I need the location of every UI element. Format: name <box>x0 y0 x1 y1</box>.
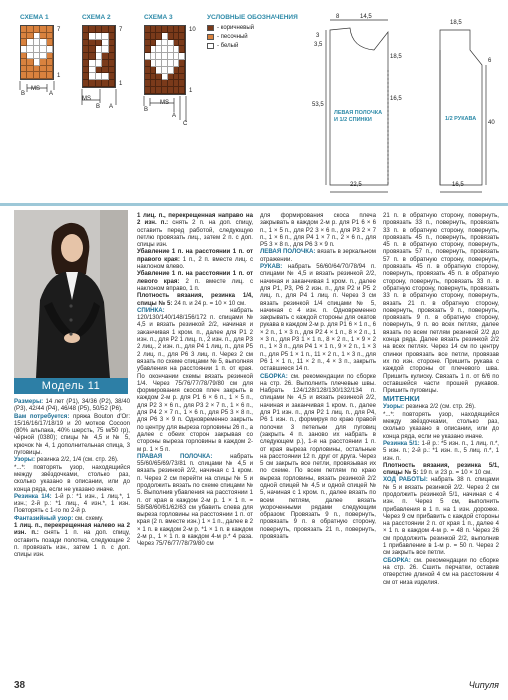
scheme-1-ms: MS <box>31 86 40 92</box>
dec-right-text: 1 п., 2 п. вместе лиц. с наклоном влево. <box>137 255 253 271</box>
materials-label: Вам потребуется: <box>14 412 70 420</box>
back-text: набрать 120/130/140/148/156/172 п. спицами № 4,5 и вязать резинкой 2/2, начиная и заканчивая 1 кром. п., далее для Р1 2 изн. п., для Р2 1 лиц. п., 2 изн. п., для Р3 2 лиц., 2 изн. п., для Р4 1 лиц. п., для Р5 2 лиц. п., для Р6 3 лиц. п. Через 2 см вязать по схеме спицами № 5, выполняя убавления на расстоянии 1 п. от края. По окончании схемы вязать резинкой 1/4. Через 75/76/77/78/79/80 см для формирования скосов плеч закрыть в каждом 2-м р. для Р1 6 × 6 п., 1 × 5 п., для Р2 3 × 6 п., для Р3 2 × 7 п., 1 × 6 п., для Р4 2 × 7 п., 1 × 6 п., для Р5 3 × 8 п., для Р6 3 × 9 п. Одновременно закрыть по центру для выреза горловины 26 п., а далее с обеих сторон закрывая со стороны выреза горловины в каждом 2-м р. 1 × 5 п. <box>137 306 253 453</box>
scheme-1-b: B <box>21 91 26 97</box>
shoulder-intro-text: для формирования скоса плеча закрывать в каждом 2-м р. для Р1 6 × 6 п., 1 × 5 п., для Р2 3 × 6 п., для Р3 2 × 7 п., 1 × 6 п., для Р4 1 × 7 п., 2 × 6 п., для Р5 3 × 8 п., для Р6 3 × 9 п. <box>260 212 376 249</box>
assembly-label: СБОРКА: <box>260 372 288 380</box>
mittens-title: МИТЕНКИ <box>383 394 420 404</box>
repeat-text: *...*: повторять узор, находящийся между звёздочками, столько раз, сколько указано в описании, или до конца ряда, если не указано иначе. <box>14 463 130 493</box>
page-number: 38 <box>14 680 26 691</box>
short-rows-text: 21 п. в обратную сторону, повернуть, провязать 33 п., повернуть, провязать 33 п. в обратную сторону, повернуть, провязать 45 п., повернуть, провязать 45 п. в обратную сторону, повернуть, провязать 57 п., повернуть, провязать 57 п. в обратную сторону, повернуть, провязать 45 п. в обратную сторону, повернуть, провязать 45 п. в обратную сторону, повернуть, провязать 33 п. в обратную сторону, повернуть, провязать 33 п. в обратную сторону, повернуть, вязать 21 п. в обратную сторону, повернуть, провязать 9 п., повернуть, провязать 9 п. в обратную сторону, повернуть, 9 п. во всех петлях, далее вязать по всем петлям резинкой 2/2 до конца ряда. Далее вязать резинкой 2/2 на всех петлях. Через 14 см по центру спинки провязать все петли, провязав их по изн. стороне. Пришить рукава с каждой стороны от плечевого шва. Пришить кулиску. Связать 1 п. от 6/6 по оставшейся части прошей рукавов. Пришить пуговицы. <box>383 212 499 395</box>
fancy-r1-label: 1 лиц. п., перекрещенная налево на 2 изн. п.: <box>14 522 130 537</box>
rib-text: 1-й р.: *1 изн., 1 лиц.*, 1 изн.; 2-й р.: *1 лиц., 4 изн.*, 1 изн. Повторять с 1-го по 2-й р. <box>14 492 130 515</box>
cross-right-label: 1 лиц. п., перекрещенная направо на 2 изн. п.: <box>137 212 253 227</box>
column-2 <box>137 212 253 548</box>
mittens-rib-text: 1-й р.: *5 изн. п., 1 лиц. п.*, 5 изн. п.; 2-й р.: *1 изн. п., 5 лиц. п.*, 1 изн. п. <box>383 439 500 462</box>
fancy-text: см. схему. <box>73 514 104 522</box>
scheme-2-title: СХЕМА 2 <box>82 14 111 21</box>
density-label: Плотность вязания, резинка 1/4, спицы № 5: <box>137 292 253 307</box>
mittens-rib-label: Резинка 5/1: <box>383 439 420 447</box>
dim-18-5: 18,5 <box>390 54 402 60</box>
scheme-3-row-bottom: 1 <box>189 88 193 94</box>
scheme-3-b: B <box>144 107 149 113</box>
legend-label-sand: - песочный <box>217 34 248 40</box>
front-label-2: И 1/2 СПИНКИ <box>334 117 372 123</box>
front-outline <box>330 28 388 185</box>
scheme-2-row-bottom: 1 <box>119 81 123 87</box>
mittens-density-text: 19 п. и 23 р. = 10 × 10 см. <box>418 469 492 477</box>
column-3 <box>260 212 376 540</box>
mittens-assembly-text: см. рекомендации по сборке на стр. 26. Сшить перчатки, оставив отверстие длиной 4 см на расстоянии 4 см от низа изделия. <box>383 556 499 586</box>
materials-text: пряжа Bouton d'Or: 15/16/16/17/18/19 и 20 мотков Cocoon (80% альпака, 40% шерсть, 75 м/50 гр), чёрной (0380); спицы № 4,5 и № 5, крючок № 4, 1 дополнительная спица, 3 пуговицы. <box>14 412 131 457</box>
left-front-text: вязать в зеркальном отражении. <box>260 248 376 263</box>
left-front-label: ЛЕВАЯ ПОЛОЧКА: <box>260 248 316 256</box>
mittens-patterns-text: резинка 2/2 (см. стр. 26). <box>404 403 476 411</box>
column-1 <box>14 398 130 559</box>
scheme-2-row-top: 7 <box>119 27 123 33</box>
sleeve-label: 1/2 РУКАВА <box>445 116 477 122</box>
dec-right-label: Убавление 1 п. на расстоянии 1 п. от правого края: <box>137 248 253 263</box>
legend-swatch-brown <box>207 25 214 31</box>
scheme-3-row-top: 10 <box>189 27 196 33</box>
dim-14-5: 14,5 <box>360 14 372 20</box>
sizes-label: Размеры: <box>14 398 44 405</box>
dim-8: 8 <box>336 14 340 20</box>
scheme-2-a: A <box>109 104 114 110</box>
legend-label-white: - белый <box>217 43 239 49</box>
scheme-1-row-bottom: 1 <box>57 73 61 79</box>
sleeve-label: РУКАВ: <box>260 263 283 271</box>
scheme-3-ms: MS <box>160 100 169 106</box>
model-label: Модель 11 <box>14 378 128 394</box>
mittens-patterns-label: Узоры: <box>383 403 405 411</box>
scheme-2-ms: MS <box>82 96 91 102</box>
dim-40: 40 <box>488 120 495 126</box>
mittens-work-text: набрать 38 п. спицами № 5 и вязать резинкой 2/2. Через 2 см продолжить резинкой 5/1, начиная с 4 изн. п. Через 5 см, выполнить прибавления в 1 п. на 1 изн. дорожке. Через 9 см прибавить с каждой стороны на расстоянии 2 п. от края 1 п., далее 4 × 1 п. в каждом 4-м р. = 48 п. Через 26 см продолжить резинкой 2/2, выполнив 1 прибавление в 1-м р. = 50 п. Через 2 см закрыть все петли. <box>383 476 500 557</box>
rib-label: Резинка 1/4: <box>14 492 52 500</box>
front-label-1: ЛЕВАЯ ПОЛОЧКА <box>334 110 383 116</box>
scheme-3-title: СХЕМА 3 <box>144 14 173 21</box>
scheme-1-row-top: 7 <box>57 27 61 33</box>
scheme-bracket-lines <box>0 0 210 130</box>
mittens-assembly-label: СБОРКА: <box>383 556 411 564</box>
sizes-text: 14 лет (P1), 34/36 (P2), 38/40 (P3), 42/44 (P4), 46/48 (P5), 50/52 (P6). <box>14 398 130 413</box>
back-label: СПИНКА: <box>137 306 165 314</box>
patterns-label: Узоры: <box>14 456 36 464</box>
pattern-diagram <box>290 10 505 200</box>
cross-right-text: снять 2 п. на доп. спицу, оставить перед работой, следующую петлю провязать лиц., затем 2 п. с доп. спицы изн. <box>137 219 254 249</box>
scheme-3-c: C <box>183 121 188 127</box>
legend-title: УСЛОВНЫЕ ОБОЗНАЧЕНИЯ <box>207 14 298 21</box>
dec-left-label: Убавление 1 п. на расстоянии 1 п. от левого края: <box>137 270 253 285</box>
dim-3-5: 3,5 <box>314 42 323 48</box>
section-divider <box>0 203 508 206</box>
dim-18-5b: 18,5 <box>450 20 462 26</box>
sleeve-outline <box>440 30 482 185</box>
patterns-text: резинка 2/2, 1/4 (см. стр. 26). <box>35 456 119 464</box>
mittens-work-label: ХОД РАБОТЫ: <box>383 476 428 484</box>
watermark: Чипуля <box>466 680 502 690</box>
scheme-2-b: B <box>96 104 101 110</box>
fancy-r1-text: снять 1 п. на доп. спицу, оставить позади полотна, следующие 2 п. провязать изн., затем 1 п. с доп. спицы изн. <box>14 529 131 559</box>
dim-6: 6 <box>488 58 492 64</box>
scheme-1-a: A <box>49 91 54 97</box>
dim-53-5: 53,5 <box>312 102 324 108</box>
model-photo <box>14 210 128 378</box>
legend-swatch-sand <box>207 34 214 40</box>
legend-item-sand <box>207 34 248 40</box>
legend-swatch-white <box>207 43 214 49</box>
sleeve-text: набрать 56/60/64/70/78/94 п. спицами № 4,5 и вязать резинкой 2/2, начиная и заканчивая 1 кром. п., далее для Р1, Р3, Р6 2 изн. п., для Р2 и Р5 2 лиц. п., для Р4 1 лиц. п. Через 3 см вязать резинкой 1/4 спицами № 5, начиная с 4 изн. п. Одновременно закрывать с каждой стороны для окатов рукава в каждом 2-м р. для Р1 6 × 1 п., 6 × 2 п., 1 × 3 п., для Р2 4 × 1 п., 8 × 2 п., 1 × 3 п., для Р3 1 × 1 п., 8 × 2 п., 1 × 9 × 2 п., 1 × 3 п., для Р4 1 × 1 п., 9 × 2 п., 1 × 3 п., для Р5 1 × 1 п., 11 × 2 п., 1 × 3 п., для Р6 1 × 1 п., 11 × 2 п., 4 × 3 п., закрыть оставшиеся 14 п. <box>260 263 376 373</box>
dim-16-5: 16,5 <box>390 96 402 102</box>
dec-left-text: 2 п. вместе лиц. с наклоном вправо, 1 п. <box>137 277 253 292</box>
mittens-density-label: Плотность вязания, резинка 5/1, спицы № 5: <box>383 461 499 477</box>
density-text: 24 п. и 24 р. = 10 × 10 см. <box>172 299 246 307</box>
legend-label-brown: - коричневый <box>217 25 255 31</box>
assembly-text: см. рекомендации по сборке на стр. 26. Выполнить плечевые швы. Набрать 124/128/128/130/132/134 п. спицами № 4,5 и вязать резинкой 2/2, начиная и заканчивая 1 кром. п., далее для Р1 изн. п., для Р2 1 лиц. п., для Р4, Р6 1 изн. п., формируя по краю правой полочки 3 петельки для пуговиц (закрыть 4 п. заново их набрать в следующем р.), 1-я на расстоянии 1 п. от края выреза горловины, остальные на расстоянии 12 п. друг от друга. Через 5 см закрыть все петли, провязывая их по схеме. По всем петлям по краю выреза горловины, вязать резинкой 2/2 одной спицей № 4,5 и одной спицей № 5, начиная с 1 кром. п., далее вязать по всем петлям, далее вязать укороченными рядами следующим образом: Провязать 9 п., повернуть, провязать 9 п. в обратную сторону, повернуть, провязать 21 п., повернуть, провязать <box>260 372 376 541</box>
legend-item-brown <box>207 25 254 31</box>
scheme-1-title: СХЕМА 1 <box>20 14 49 21</box>
column-4 <box>383 212 499 586</box>
scheme-3-a: A <box>172 113 177 119</box>
legend-item-white <box>207 43 238 49</box>
dim-22-5: 22,5 <box>350 182 362 188</box>
right-front-text: набрать 55/60/65/69/73/81 п. спицами № 4,5 и вязать резинкой 2/2, начиная с 1 кром. п. Через 2 см перейти на спицы № 5 и продолжить вязать по схеме спицами № 5. Выполнив убавления на расстоянии 1 п. от края в каждом 2-м р. 1 × 1 п. = 58/58/60/61/62/63 см убавить слева для выреза горловины на расстоянии 1 п. от края (2 п. вместе изн.) 1 × 1 п., далее в 2 × 1 п. в каждом 2-м р. *1 × 1 п. в каждом 2-м р., 1 × 1 п. в каждом 4-м р.* 4 раза. Через 75/76/77/78/79/80 см <box>137 452 253 548</box>
dim-3: 3 <box>316 33 320 39</box>
mittens-repeat-text: *...*: повторять узор, находящийся между звёздочками, столько раз, сколько указано в описании, или до конца ряда, если не указано иначе. <box>383 410 499 440</box>
dim-16-5b: 16,5 <box>452 182 464 188</box>
right-front-label: ПРАВАЯ ПОЛОЧКА: <box>137 452 213 460</box>
fancy-label: Фантазийный узор: <box>14 514 74 522</box>
